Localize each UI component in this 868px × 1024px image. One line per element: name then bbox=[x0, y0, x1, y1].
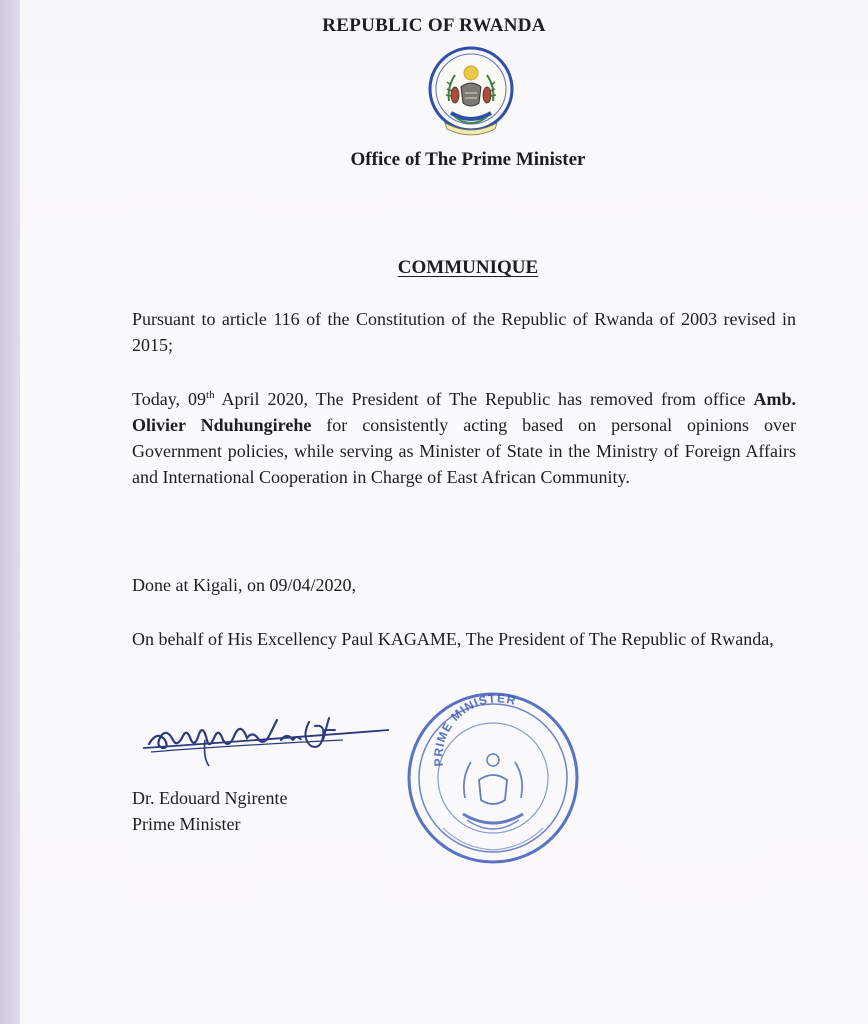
signatory-block bbox=[132, 785, 287, 837]
decision-text-prefix: Today, 09 bbox=[132, 389, 207, 409]
decision-text-rest: for consistently acting based on personal opinions over Government policies, while serving as Minister of State in the Ministry of Foreign Affairs and International Cooperation in Charge of East African Community. bbox=[132, 415, 796, 487]
date-ordinal-suffix: th bbox=[206, 389, 215, 401]
paragraph-decision bbox=[132, 386, 796, 490]
place-and-date: Done at Kigali, on 09/04/2020, bbox=[132, 575, 356, 595]
svg-text:PRIME MINISTER bbox=[431, 691, 518, 767]
signatory-title: Prime Minister bbox=[132, 814, 241, 834]
removed-official-name: Amb. Olivier Nduhungirehe bbox=[132, 389, 797, 435]
country-heading: REPUBLIC OF RWANDA bbox=[322, 15, 546, 36]
paragraph-legal-basis: Pursuant to article 116 of the Constitution of the Republic of Rwanda of 2003 revised in 2015; bbox=[132, 309, 796, 355]
stamp-text: PRIME MINISTER bbox=[431, 691, 518, 767]
signatory-name: Dr. Edouard Ngirente bbox=[132, 788, 288, 808]
on-behalf-statement: On behalf of His Excellency Paul KAGAME, The President of The Republic of Rwanda, bbox=[132, 629, 774, 649]
coat-of-arms-icon bbox=[425, 43, 517, 144]
office-heading: Office of The Prime Minister bbox=[350, 149, 586, 170]
decision-date-rest: April 2020, The President of The Republic has removed from office bbox=[214, 389, 754, 409]
official-stamp-icon bbox=[403, 688, 583, 873]
communique-title: COMMUNIQUE bbox=[397, 257, 539, 278]
signature-icon bbox=[143, 700, 393, 775]
